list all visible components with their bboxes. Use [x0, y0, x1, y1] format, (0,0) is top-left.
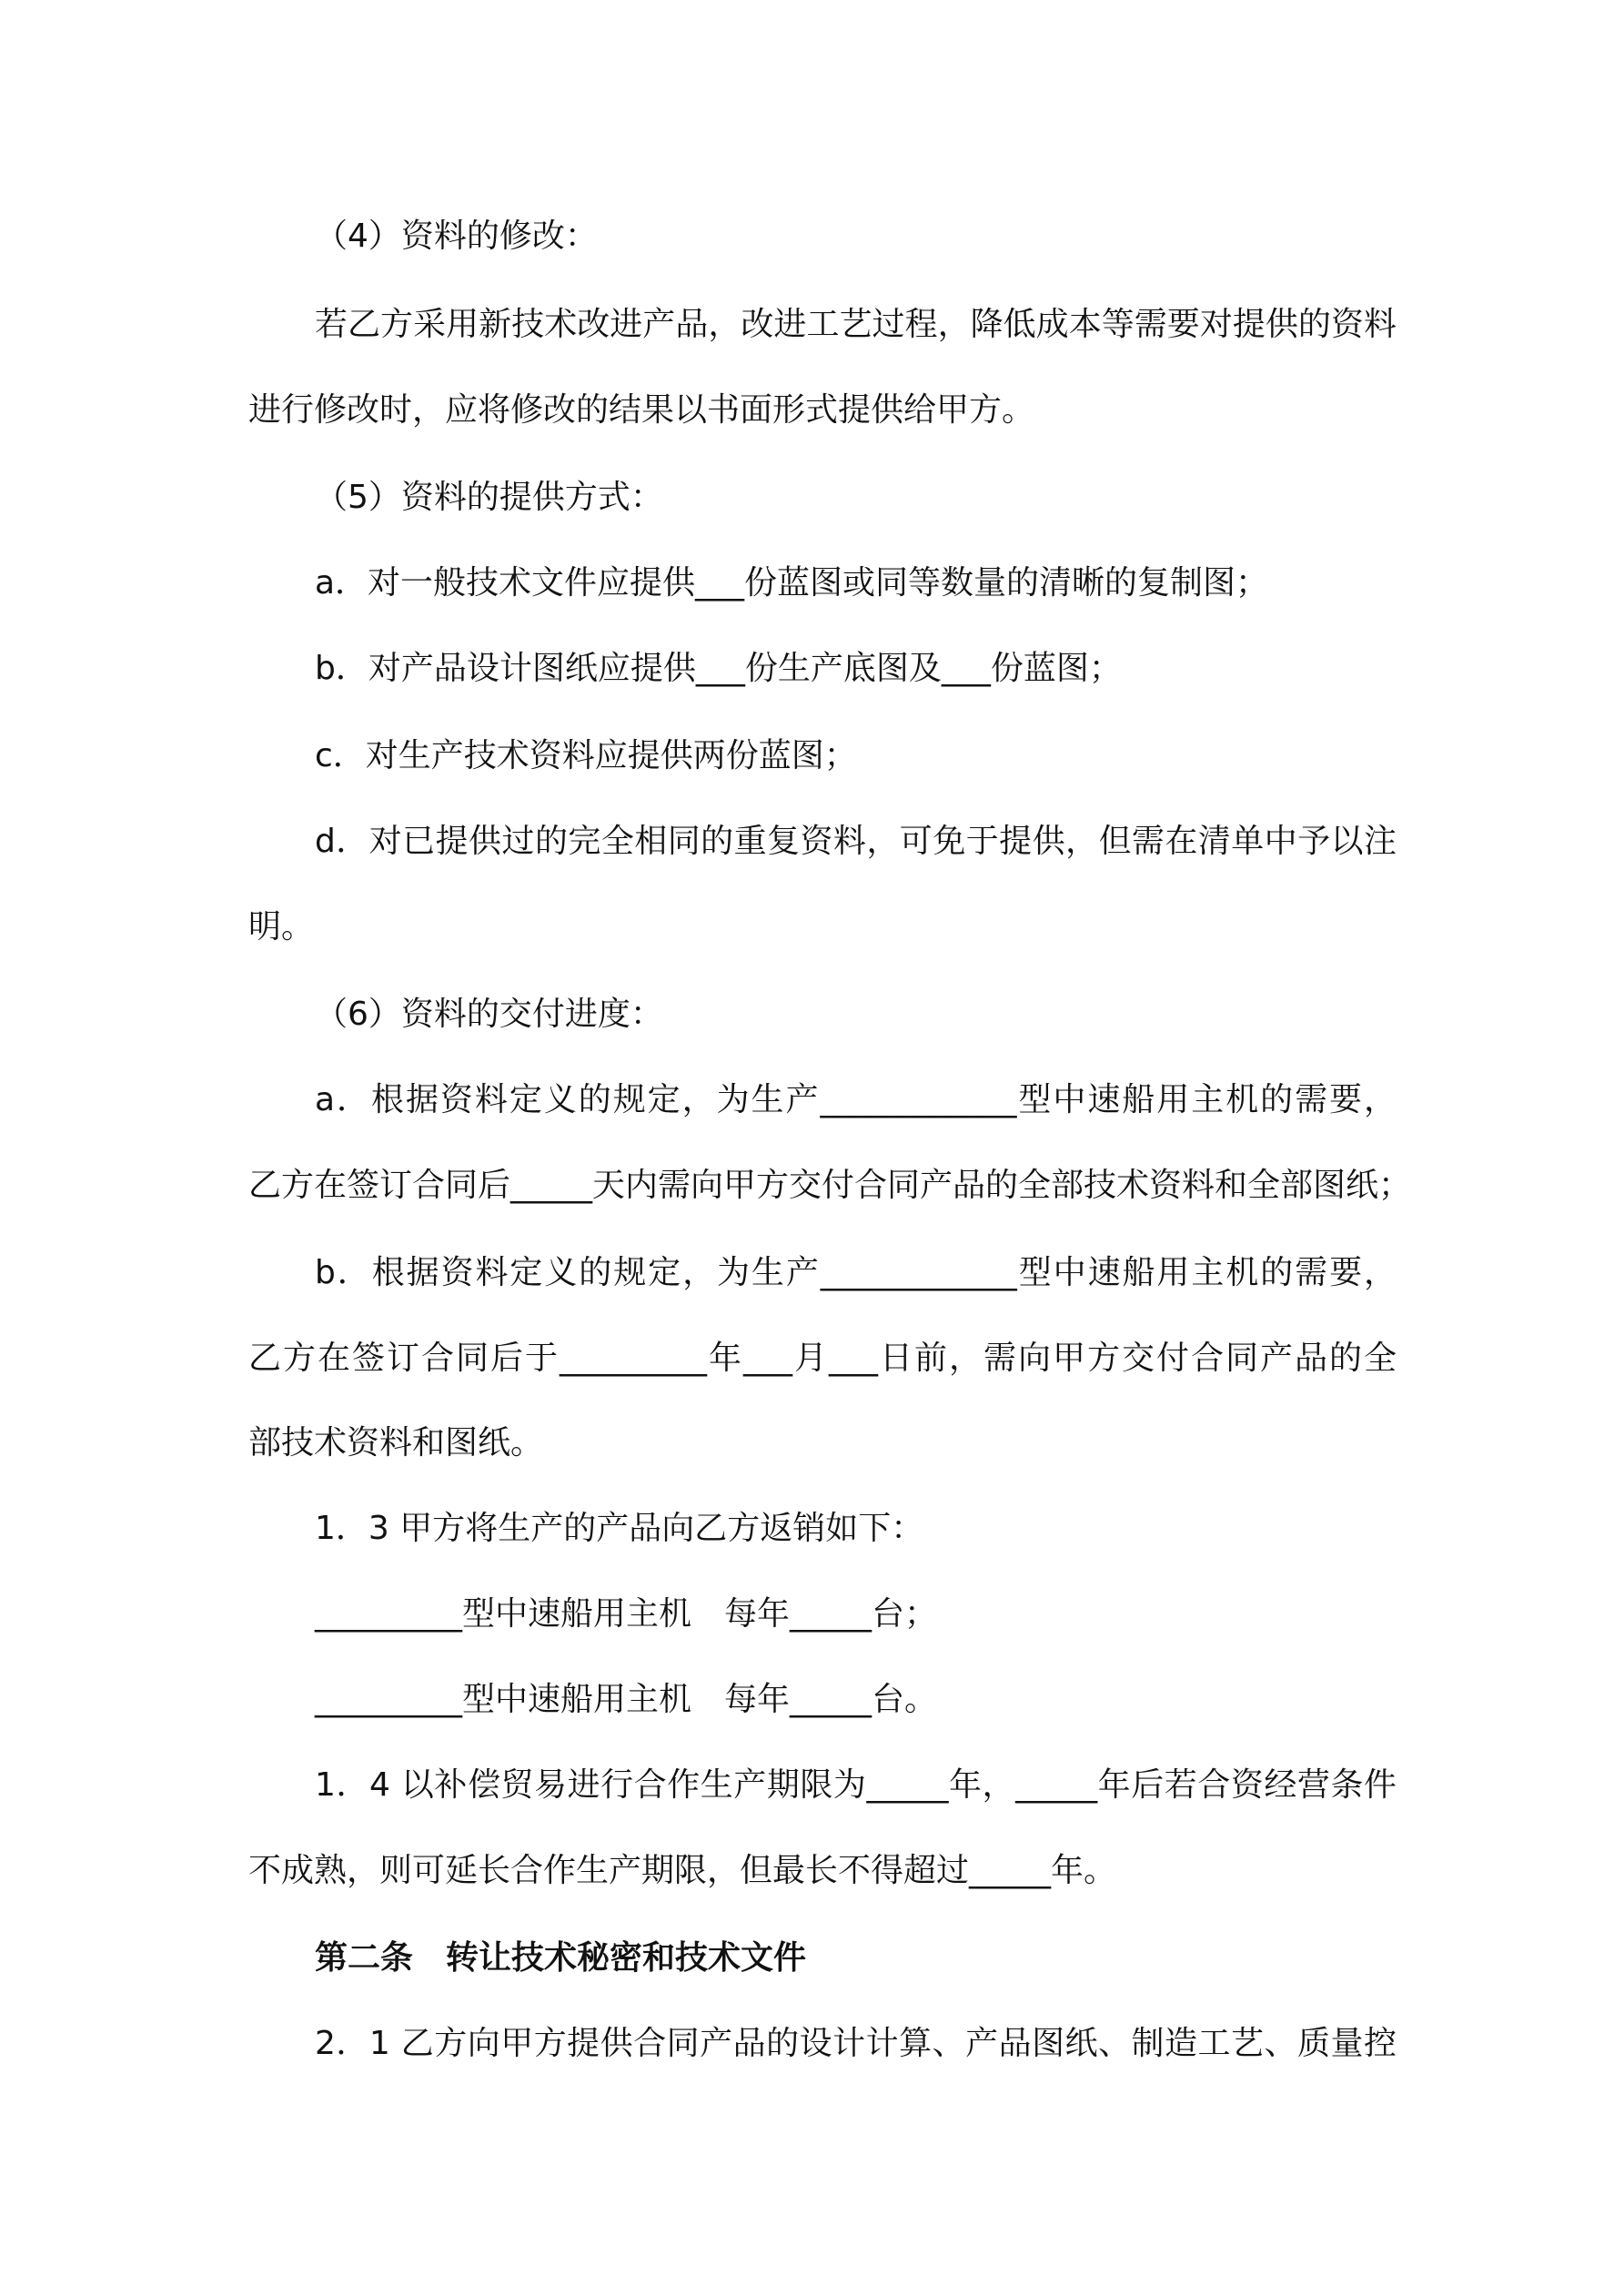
- clause-2-1: 2．1 乙方向甲方提供合同产品的设计计算、产品图纸、制造工艺、质量控: [315, 2025, 1397, 2062]
- paragraph-line: 部技术资料和图纸。: [248, 1424, 544, 1462]
- subheading-delivery-schedule: （6）资料的交付进度：: [315, 996, 663, 1033]
- list-item: a．根据资料定义的规定，为生产____________型中速船用主机的需要，: [315, 1081, 1397, 1118]
- paragraph-line: 明。: [248, 908, 315, 946]
- list-item: a．对一般技术文件应提供___份蓝图或同等数量的清晰的复制图；: [315, 564, 1269, 602]
- clause-1-3: 1．3 甲方将生产的产品向乙方返销如下：: [315, 1510, 924, 1547]
- list-item: b．根据资料定义的规定，为生产____________型中速船用主机的需要，: [315, 1254, 1397, 1291]
- subheading-data-provision: （5）资料的提供方式：: [315, 479, 663, 516]
- paragraph-line: 乙方在签订合同后于_________年___月___日前，需向甲方交付合同产品的全: [248, 1340, 1397, 1377]
- paragraph-line: 乙方在签订合同后_____天内需向甲方交付合同产品的全部技术资料和全部图纸；: [248, 1167, 1412, 1204]
- list-item: b．对产品设计图纸应提供___份生产底图及___份蓝图；: [315, 650, 1122, 687]
- subheading-data-modification: （4）资料的修改：: [315, 217, 598, 255]
- paragraph-line: 不成熟，则可延长合作生产期限，但最长不得超过_____年。: [248, 1852, 1117, 1889]
- list-item: _________型中速船用主机 每年_____台。: [315, 1681, 938, 1718]
- paragraph-line: 若乙方采用新技术改进产品，改进工艺过程，降低成本等需要对提供的资料: [315, 306, 1397, 343]
- list-item: _________型中速船用主机 每年_____台；: [315, 1595, 938, 1633]
- list-item: c．对生产技术资料应提供两份蓝图；: [315, 737, 857, 774]
- paragraph-line: 进行修改时，应将修改的结果以书面形式提供给甲方。: [248, 391, 1035, 429]
- clause-1-4: 1．4 以补偿贸易进行合作生产期限为_____年，_____年后若合资经营条件: [315, 1766, 1397, 1804]
- article-2-heading: 第二条 转让技术秘密和技术文件: [315, 1939, 807, 1977]
- list-item: d．对已提供过的完全相同的重复资料，可免于提供，但需在清单中予以注: [315, 823, 1397, 860]
